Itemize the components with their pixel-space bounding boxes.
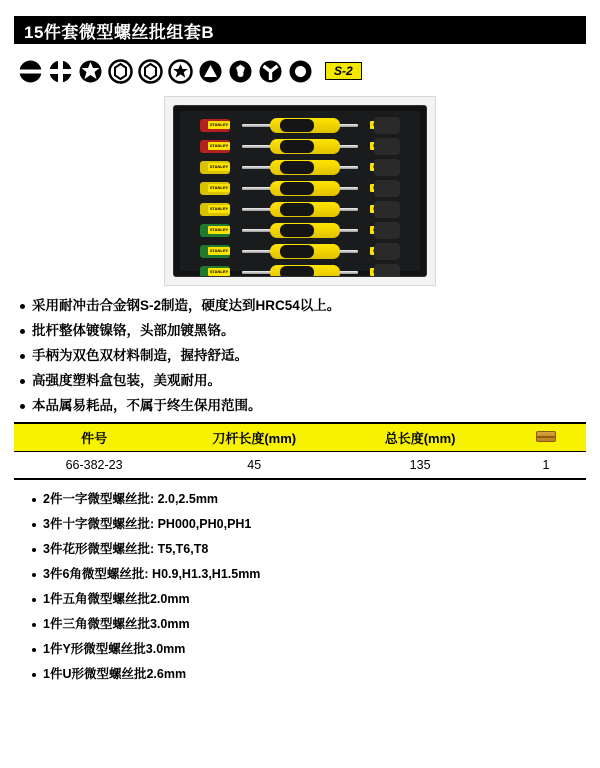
bullet-icon — [20, 404, 25, 409]
bullet-icon — [32, 573, 36, 577]
feature-item — [20, 348, 586, 365]
contents-text: 3件花形微型螺丝批: T5,T6,T8 — [43, 542, 209, 557]
bullet-icon — [32, 548, 36, 552]
pack-icon — [536, 431, 556, 442]
hex-bit-icon-1 — [108, 59, 133, 84]
screwdriver-row: STANLEY — [184, 117, 416, 134]
phillips-bit-icon — [48, 59, 73, 84]
tool-case — [173, 105, 427, 277]
list-item — [32, 492, 586, 507]
feature-item — [20, 298, 586, 315]
triangle-bit-icon — [198, 59, 223, 84]
contents-text: 1件五角微型螺丝批2.0mm — [43, 592, 190, 607]
contents-text: 1件三角微型螺丝批3.0mm — [43, 617, 190, 632]
screwdriver-row: STANLEY — [184, 180, 416, 197]
bullet-icon — [32, 498, 36, 502]
bullet-icon — [20, 329, 25, 334]
screwdriver-row: STANLEY — [184, 159, 416, 176]
bullet-icon — [32, 523, 36, 527]
bullet-icon — [32, 648, 36, 652]
table-header-row — [14, 423, 586, 452]
product-photo-frame — [164, 96, 436, 286]
column-header-blade-length: 刀杆长度(mm) — [174, 423, 334, 452]
feature-text: 采用耐冲击合金钢S-2制造，硬度达到HRC54以上。 — [32, 298, 341, 313]
bullet-icon — [32, 623, 36, 627]
column-header-part-no: 件号 — [14, 423, 174, 452]
column-header-total-length: 总长度(mm) — [334, 423, 506, 452]
cell-part-no: 66-382-23 — [14, 452, 174, 480]
list-item — [32, 517, 586, 532]
contents-text: 3件十字微型螺丝批: PH000,PH0,PH1 — [43, 517, 252, 532]
screwdriver-row: STANLEY — [184, 222, 416, 239]
bullet-icon — [20, 304, 25, 309]
list-item — [32, 617, 586, 632]
list-item — [32, 567, 586, 582]
list-item — [32, 542, 586, 557]
feature-list — [14, 298, 586, 414]
cell-total-length: 135 — [334, 452, 506, 480]
screwdriver-row: STANLEY — [184, 201, 416, 218]
feature-item — [20, 398, 586, 415]
table-row — [14, 452, 586, 480]
product-datasheet-page — [0, 16, 600, 768]
contents-text: 1件Y形微型螺丝批3.0mm — [43, 642, 186, 657]
y-bit-icon — [258, 59, 283, 84]
s2-material-badge: S-2 — [325, 62, 362, 80]
torx-bit-icon — [78, 59, 103, 84]
list-item — [32, 667, 586, 682]
hex-bit-icon-2 — [138, 59, 163, 84]
feature-text: 批杆整体镀镍铬，头部加镀黑铬。 — [32, 322, 235, 338]
product-photo — [14, 96, 586, 286]
feature-item — [20, 373, 586, 390]
bullet-icon — [32, 673, 36, 677]
contents-text: 1件U形微型螺丝批2.6mm — [43, 667, 187, 682]
page-title-text: 15件套微型螺丝批组套B — [24, 22, 215, 42]
feature-text: 手柄为双色双材料制造，握持舒适。 — [32, 347, 248, 363]
bit-type-icon-row — [14, 56, 586, 86]
bullet-icon — [32, 598, 36, 602]
bullet-icon — [20, 354, 25, 359]
cell-blade-length: 45 — [174, 452, 334, 480]
feature-item — [20, 323, 586, 340]
column-header-pack-qty — [506, 423, 586, 452]
page-title — [14, 16, 586, 44]
screwdriver-row: STANLEY — [184, 243, 416, 260]
bullet-icon — [20, 379, 25, 384]
list-item — [32, 642, 586, 657]
torx-bit-icon-2 — [168, 59, 193, 84]
contents-list — [14, 492, 586, 682]
feature-text: 本品属易耗品，不属于终生保用范围。 — [32, 397, 262, 413]
contents-text: 2件一字微型螺丝批: 2.0,2.5mm — [43, 492, 219, 507]
slotted-bit-icon — [18, 59, 43, 84]
screwdriver-row: STANLEY — [184, 138, 416, 155]
contents-text: 3件6角微型螺丝批: H0.9,H1.3,H1.5mm — [43, 567, 261, 582]
list-item — [32, 592, 586, 607]
pentalobe-bit-icon — [228, 59, 253, 84]
specification-table — [14, 422, 586, 480]
u-bit-icon — [288, 59, 313, 84]
tool-case-inner — [180, 111, 420, 274]
feature-text: 高强度塑料盒包装，美观耐用。 — [32, 372, 221, 388]
cell-pack-qty: 1 — [506, 452, 586, 480]
screwdriver-row: STANLEY — [184, 264, 416, 277]
